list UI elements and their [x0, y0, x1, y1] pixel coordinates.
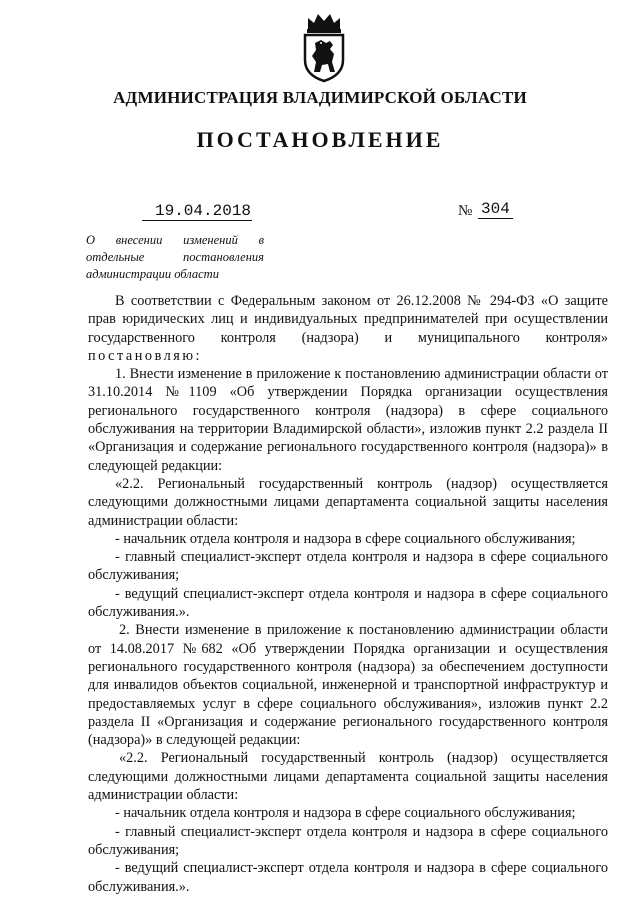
item-1-list-item: - начальник отдела контроля и надзора в сфере социального обслуживания; [115, 530, 576, 547]
intro-paragraph [88, 292, 608, 365]
date-underline [142, 220, 252, 221]
item-2-quote: «2.2. Региональный государственный контроль (надзор) осуществляется следующими должностными лицами департамента социальной защиты населения администрации области: [88, 750, 608, 804]
item-1-list-item: - главный специалист-эксперт отдела контроля и надзора в сфере социального обслуживания; [88, 549, 608, 584]
document-body [88, 292, 608, 896]
item-2-list-item: - главный специалист-эксперт отдела контроля и надзора в сфере социального обслуживания; [88, 823, 608, 858]
item-1-paragraph: 1. Внести изменение в приложение к постановлению администрации области от 31.10.2014 №1109 «Об утверждении Порядка организации осуществления регионального государственного контроля (надзора) в сфере социального обслуживания на территории Владимирской области», изложив пункт 2.2 раздела II «Организация и содержание регионального государственного контроля (надзора)» в следующей редакции: [88, 366, 608, 474]
document-number: 304 [481, 200, 510, 218]
item-2-list-item: - ведущий специалист-эксперт отдела контроля и надзора в сфере социального обслуживания.». [88, 860, 608, 895]
intro-text: В соответствии с Федеральным законом от 26.12.2008 № 294-ФЗ «О защите прав юридических лиц и индивидуальных предпринимателей при осуществлении государственного контроля (надзора) и муниципального контроля» [88, 293, 608, 346]
document-subject: О внесении изменений в отдельные постановления администрации области [86, 233, 264, 281]
item-1-quote: «2.2. Региональный государственный контроль (надзор) осуществляется следующими должностными лицами департамента социальной защиты населения администрации области: [88, 475, 608, 529]
organization-title: АДМИНИСТРАЦИЯ ВЛАДИМИРСКОЙ ОБЛАСТИ [113, 88, 527, 107]
intro-keyword: постановляю: [88, 347, 202, 364]
document-date: 19.04.2018 [155, 202, 252, 220]
number-underline [478, 218, 513, 219]
vladimir-coat-of-arms-icon [296, 10, 352, 84]
item-2-paragraph: 2. Внести изменение в приложение к постановлению администрации области от 14.08.2017 №682 «Об утверждении Порядка организации и осуществления регионального государственного контроля (надзора) за обеспечением доступности для инвалидов объектов социальной, инженерной и транспортной инфраструктур и предоставляемых услуг в сфере социального обслуживания», изложив пункт 2.2 раздела II «Организация и содержание регионального государственного контроля (надзора)» в следующей редакции: [88, 622, 608, 749]
item-2-list-item: - начальник отдела контроля и надзора в сфере социального обслуживания; [115, 805, 576, 822]
document-number-label: № [458, 203, 473, 219]
item-1-list-item: - ведущий специалист-эксперт отдела контроля и надзора в сфере социального обслуживания.». [88, 585, 608, 621]
document-type-title: ПОСТАНОВЛЕНИЕ [196, 127, 444, 152]
